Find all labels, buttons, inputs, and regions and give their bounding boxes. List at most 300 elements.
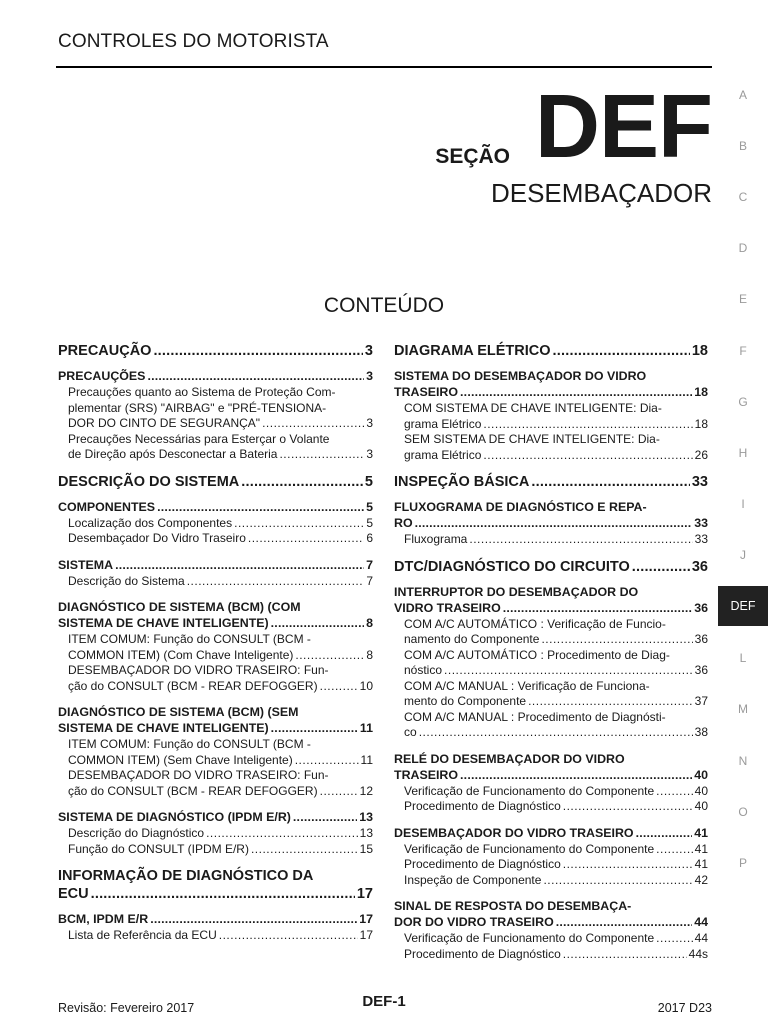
toc-section-heading <box>58 911 373 927</box>
toc-item-line[interactable] <box>404 947 708 963</box>
dot-leader <box>279 447 364 463</box>
dot-leader <box>115 557 364 573</box>
dot-leader <box>444 663 693 679</box>
toc-entry-text: TRASEIRO <box>394 767 459 782</box>
toc-chapter-heading <box>58 867 373 903</box>
toc-page-number: 40 <box>694 767 708 782</box>
dot-leader <box>483 417 692 433</box>
toc-item <box>58 648 373 664</box>
toc-entry-text: Função do CONSULT (IPDM E/R) <box>68 841 249 856</box>
toc-entry-text: Verificação de Funcionamento do Componente <box>404 841 655 856</box>
toc-item <box>394 617 708 633</box>
toc-page-number: 42 <box>694 872 708 887</box>
toc-heading-line[interactable] <box>394 368 708 384</box>
toc-heading-line[interactable] <box>394 558 708 576</box>
toc-item-line[interactable] <box>404 617 708 633</box>
dot-leader <box>656 784 692 800</box>
toc-entry-text: Lista de Referência da ECU <box>68 928 217 942</box>
toc-item <box>58 447 373 463</box>
toc-item <box>394 725 708 741</box>
toc-section-heading <box>58 499 373 515</box>
toc-item-line[interactable] <box>404 532 708 548</box>
toc-entry-text: namento do Componente <box>404 632 540 646</box>
toc-heading-line[interactable] <box>58 704 373 720</box>
section-tab-p[interactable]: P <box>738 856 747 870</box>
toc-entry-text: Inspeção de Componente <box>404 872 542 887</box>
toc-item-line[interactable] <box>68 416 373 432</box>
toc-page-number: 33 <box>691 474 708 490</box>
toc-item-line[interactable] <box>404 632 708 648</box>
toc-page-number: 18 <box>694 416 708 431</box>
toc-item <box>394 632 708 648</box>
toc-page-number: 33 <box>694 516 708 530</box>
toc-section-heading <box>394 898 708 930</box>
toc-item-line[interactable] <box>404 725 708 741</box>
dot-leader <box>234 516 364 532</box>
toc-heading-line[interactable] <box>58 342 373 360</box>
toc-entry-text: ITEM COMUM: Função do CONSULT (BCM - <box>68 632 311 646</box>
toc-page-number: 36 <box>694 663 708 677</box>
toc-item-line[interactable] <box>68 401 373 417</box>
toc-section <box>58 809 373 857</box>
toc-entry-text: DESEMBAÇADOR DO VIDRO TRASEIRO <box>394 825 634 840</box>
dot-leader <box>295 753 359 769</box>
toc-entry-text: RO <box>394 516 413 530</box>
toc-heading-line[interactable] <box>394 384 708 400</box>
toc-entry-text: Verificação de Funcionamento do Componente <box>404 783 655 798</box>
dot-leader <box>460 767 692 783</box>
toc-chapter <box>58 473 373 491</box>
toc-item-line[interactable] <box>404 401 708 417</box>
dot-leader <box>460 384 692 400</box>
section-tab-b[interactable]: B <box>738 139 747 153</box>
toc-item <box>58 416 373 432</box>
dot-leader <box>150 911 357 927</box>
toc-item-line[interactable] <box>404 784 708 800</box>
section-tab-i[interactable]: I <box>741 497 745 511</box>
toc-entry-text: PRECAUÇÃO <box>58 343 152 359</box>
toc-heading-line[interactable] <box>394 898 708 914</box>
toc-item-line[interactable] <box>68 753 373 769</box>
toc-item-line[interactable] <box>68 842 373 858</box>
toc-page-number: 17 <box>356 886 373 902</box>
dot-leader <box>206 826 358 842</box>
toc-item-line[interactable] <box>404 679 708 695</box>
toc-page-number: 36 <box>694 600 708 615</box>
toc-page-number: 11 <box>359 721 373 735</box>
section-tab-f[interactable]: F <box>739 344 747 358</box>
toc-page-number: 40 <box>694 783 708 798</box>
toc-page-number: 5 <box>366 499 373 514</box>
toc-heading-line[interactable] <box>394 342 708 360</box>
section-code: DEF <box>535 77 712 177</box>
toc-item <box>58 632 373 648</box>
dot-leader <box>503 600 692 616</box>
toc-item-line[interactable] <box>68 432 373 448</box>
toc-item <box>58 768 373 784</box>
toc-item <box>58 432 373 448</box>
model-code: 2017 D23 <box>657 1001 712 1015</box>
dot-leader <box>419 725 693 741</box>
toc-heading-line[interactable] <box>58 867 373 885</box>
toc-entry-text: mento do Componente <box>404 694 527 708</box>
toc-entry-text: grama Elétrico <box>404 447 482 462</box>
toc-item-line[interactable] <box>68 531 373 547</box>
toc-section-heading <box>58 557 373 573</box>
toc-entry-text: VIDRO TRASEIRO <box>394 600 501 615</box>
toc-heading-line[interactable] <box>394 914 708 930</box>
toc-entry-text: COM A/C AUTOMÁTICO : Procedimento de Diag- <box>404 647 670 662</box>
toc-item-line[interactable] <box>404 663 708 679</box>
toc-entry-text: ção do CONSULT (BCM - REAR DEFOGGER) <box>68 678 318 693</box>
toc-page-number: 3 <box>366 416 373 430</box>
toc-entry-text: Desembaçador Do Vidro Traseiro <box>68 531 246 545</box>
toc-heading-line[interactable] <box>394 825 708 841</box>
toc-entry-text: Precauções quanto ao Sistema de Proteção Com- <box>68 385 336 399</box>
toc-chapter-heading <box>394 473 708 491</box>
toc-item-line[interactable] <box>68 385 373 401</box>
toc-entry-text: Procedimento de Diagnóstico <box>404 946 561 961</box>
toc-entry-text: ção do CONSULT (BCM - REAR DEFOGGER) <box>68 783 318 798</box>
toc-page-number: 44s <box>688 946 708 961</box>
toc-entry-text: Localização dos Componentes <box>68 515 233 530</box>
toc-page-number: 8 <box>366 647 373 662</box>
toc-item-line[interactable] <box>68 574 373 590</box>
toc-page-number: 44 <box>694 931 708 945</box>
dot-leader <box>262 416 364 432</box>
toc-item-line[interactable] <box>404 799 708 815</box>
toc-section-heading <box>394 499 708 531</box>
dot-leader <box>632 558 690 576</box>
toc-entry-text: DOR DO CINTO DE SEGURANÇA" <box>68 416 261 430</box>
toc-item <box>394 532 708 548</box>
toc-section <box>58 368 373 463</box>
toc-item-line[interactable] <box>404 432 708 448</box>
toc-chapter <box>58 867 373 903</box>
toc-entry-text: SINAL DE RESPOSTA DO DESEMBAÇA- <box>394 899 632 913</box>
toc-item-line[interactable] <box>68 648 373 664</box>
toc-heading-line[interactable] <box>394 600 708 616</box>
toc-item-line[interactable] <box>68 737 373 753</box>
toc-chapter-heading <box>58 342 373 360</box>
toc-entry-text: DESEMBAÇADOR DO VIDRO TRASEIRO: Fun- <box>68 663 329 677</box>
toc-item-line[interactable] <box>404 448 708 464</box>
toc-chapter <box>394 473 708 491</box>
toc-chapter-heading <box>394 342 708 360</box>
header-divider <box>56 66 712 68</box>
toc-item <box>394 931 708 947</box>
dot-leader <box>248 531 364 547</box>
toc-section <box>58 499 373 547</box>
dot-leader <box>563 799 693 815</box>
toc-page-number: 18 <box>691 343 708 359</box>
dot-leader <box>636 825 693 841</box>
dot-leader <box>295 648 364 664</box>
toc-page-number: 3 <box>366 369 373 383</box>
section-name: DESEMBAÇADOR <box>490 178 712 208</box>
toc-section <box>394 584 708 741</box>
dot-leader <box>271 615 364 631</box>
dot-leader <box>293 809 357 825</box>
dot-leader <box>563 947 687 963</box>
toc-item-line[interactable] <box>404 710 708 726</box>
toc-item <box>394 432 708 448</box>
toc-item <box>394 679 708 695</box>
toc-item-line[interactable] <box>68 632 373 648</box>
dot-leader <box>556 914 692 930</box>
dot-leader <box>469 532 692 548</box>
toc-page-number: 3 <box>364 343 373 359</box>
toc-item-line[interactable] <box>68 928 373 944</box>
toc-heading-line[interactable] <box>58 615 373 631</box>
section-tab-c[interactable]: C <box>738 190 748 204</box>
toc-section <box>394 499 708 548</box>
toc-section-heading <box>394 368 708 400</box>
toc-entry-text: COM SISTEMA DE CHAVE INTELIGENTE: Dia- <box>404 401 662 415</box>
toc-chapter-heading <box>58 473 373 491</box>
section-tab-a[interactable]: A <box>738 88 747 102</box>
toc-entry-text: Descrição do Diagnóstico <box>68 826 205 840</box>
toc-page-number: 41 <box>694 841 708 856</box>
toc-chapter <box>394 558 708 576</box>
toc-item-line[interactable] <box>68 679 373 695</box>
toc-section-heading <box>394 751 708 783</box>
dot-leader <box>153 342 362 360</box>
section-tab-e[interactable]: E <box>738 292 747 306</box>
toc-entry-text: RELÉ DO DESEMBAÇADOR DO VIDRO <box>394 751 625 766</box>
toc-heading-line[interactable] <box>394 767 708 783</box>
toc-item <box>58 663 373 679</box>
toc-section <box>58 911 373 944</box>
toc-item-line[interactable] <box>68 826 373 842</box>
toc-section <box>394 825 708 889</box>
toc-page-number: 17 <box>359 912 373 926</box>
toc-section <box>58 557 373 590</box>
section-tab-l[interactable]: L <box>739 651 747 665</box>
toc-item-line[interactable] <box>404 648 708 664</box>
toc-entry-text: SISTEMA DE DIAGNÓSTICO (IPDM E/R) <box>58 810 291 824</box>
section-tab-m[interactable]: M <box>738 702 748 716</box>
dot-leader <box>656 931 692 947</box>
toc-item <box>394 663 708 679</box>
toc-entry-text: Descrição do Sistema <box>68 573 185 588</box>
dot-leader <box>656 842 692 858</box>
dot-leader <box>147 368 364 384</box>
toc-page-number: 8 <box>366 616 373 630</box>
toc-entry-text: DOR DO VIDRO TRASEIRO <box>394 915 554 929</box>
toc-entry-text: DTC/DIAGNÓSTICO DO CIRCUITO <box>394 558 630 575</box>
toc-item <box>58 401 373 417</box>
toc-entry-text: Procedimento de Diagnóstico <box>404 799 561 813</box>
toc-item-line[interactable] <box>404 694 708 710</box>
toc-entry-text: COM A/C AUTOMÁTICO : Verificação de Funcio- <box>404 616 666 631</box>
toc-item <box>394 401 708 417</box>
toc-item <box>58 679 373 695</box>
toc-heading-line[interactable] <box>394 515 708 531</box>
toc-page-number: 44 <box>694 915 708 929</box>
toc-section <box>394 368 708 463</box>
toc-item-line[interactable] <box>68 784 373 800</box>
toc-item <box>394 784 708 800</box>
section-tab-d[interactable]: D <box>738 241 748 255</box>
toc-entry-text: COMMON ITEM) (Com Chave Inteligente) <box>68 647 294 662</box>
toc-item-line[interactable] <box>404 842 708 858</box>
dot-leader <box>241 473 363 491</box>
toc-item <box>58 516 373 532</box>
contents-heading: CONTEÚDO <box>323 294 445 317</box>
toc-entry-text: ITEM COMUM: Função do CONSULT (BCM - <box>68 737 311 751</box>
dot-leader <box>415 515 693 531</box>
toc-item-line[interactable] <box>404 417 708 433</box>
toc-entry-text: DIAGRAMA ELÉTRICO <box>394 343 551 359</box>
section-tab-h[interactable]: H <box>738 446 748 460</box>
section-tab-n[interactable]: N <box>738 754 748 768</box>
toc-page-number: 12 <box>359 783 373 798</box>
toc-item <box>58 737 373 753</box>
toc-entry-text: Fluxograma <box>404 532 468 546</box>
toc-entry-text: SISTEMA DE CHAVE INTELIGENTE) <box>58 721 269 735</box>
toc-item <box>58 826 373 842</box>
toc-entry-text: COM A/C MANUAL : Verificação de Funciona- <box>404 678 650 693</box>
toc-entry-text: SISTEMA DO DESEMBAÇADOR DO VIDRO <box>394 369 647 383</box>
toc-item <box>58 842 373 858</box>
toc-entry-text: BCM, IPDM E/R <box>58 912 149 926</box>
toc-page-number: 18 <box>694 385 708 399</box>
toc-page-number: 13 <box>359 826 373 840</box>
toc-heading-line[interactable] <box>394 751 708 767</box>
toc-entry-text: INFORMAÇÃO DE DIAGNÓSTICO DA <box>58 868 314 884</box>
toc-page-number: 36 <box>691 558 708 575</box>
toc-heading-line[interactable] <box>58 499 373 515</box>
dot-leader <box>543 873 692 889</box>
toc-item-line[interactable] <box>404 873 708 889</box>
toc-entry-text: plementar (SRS) "AIRBAG" e "PRÉ-TENSIONA- <box>68 400 327 415</box>
dot-leader <box>271 720 358 736</box>
toc-page-number: 37 <box>694 694 708 708</box>
toc-heading-line[interactable] <box>58 720 373 736</box>
toc-item <box>58 385 373 401</box>
toc-section <box>394 898 708 962</box>
toc-item-line[interactable] <box>404 857 708 873</box>
toc-heading-line[interactable] <box>58 911 373 927</box>
toc-left-column <box>58 342 373 954</box>
toc-entry-text: INTERRUPTOR DO DESEMBAÇADOR DO <box>394 584 639 599</box>
toc-item <box>394 947 708 963</box>
section-tab-j[interactable]: J <box>740 548 746 562</box>
toc-page-number: 40 <box>694 799 708 813</box>
toc-heading-line[interactable] <box>58 557 373 573</box>
toc-item <box>394 710 708 726</box>
toc-entry-text: FLUXOGRAMA DE DIAGNÓSTICO E REPA- <box>394 500 647 514</box>
toc-page-number: 7 <box>366 557 373 572</box>
toc-item <box>394 857 708 873</box>
dot-leader <box>320 679 358 695</box>
toc-heading-line[interactable] <box>394 584 708 600</box>
toc-page-number: 15 <box>359 841 373 856</box>
toc-section <box>58 704 373 799</box>
toc-entry-text: Verificação de Funcionamento do Componente <box>404 931 655 945</box>
toc-section-heading <box>394 825 708 841</box>
toc-section <box>394 751 708 815</box>
toc-entry-text: COMPONENTES <box>58 499 156 514</box>
dot-leader <box>553 342 690 360</box>
toc-item-line[interactable] <box>68 663 373 679</box>
section-tab-def[interactable]: DEF <box>718 586 768 626</box>
toc-item-line[interactable] <box>68 516 373 532</box>
dot-leader <box>157 499 364 515</box>
toc-chapter-heading <box>394 558 708 576</box>
toc-entry-text: DIAGNÓSTICO DE SISTEMA (BCM) (SEM <box>58 705 299 719</box>
toc-item-line[interactable] <box>68 768 373 784</box>
toc-heading-line[interactable] <box>58 368 373 384</box>
toc-section <box>58 599 373 694</box>
section-tab-index <box>718 0 768 1024</box>
toc-page-number: 36 <box>694 632 708 646</box>
toc-entry-text: SEM SISTEMA DE CHAVE INTELIGENTE: Dia- <box>404 432 660 446</box>
toc-page-number: 3 <box>366 447 373 461</box>
toc-item <box>394 873 708 889</box>
toc-entry-text: de Direção após Desconectar a Bateria <box>68 447 278 461</box>
toc-entry-text: DESCRIÇÃO DO SISTEMA <box>58 473 240 490</box>
toc-entry-text: grama Elétrico <box>404 416 482 431</box>
toc-item-line[interactable] <box>68 447 373 463</box>
dot-leader <box>528 694 693 710</box>
toc-heading-line[interactable] <box>394 499 708 515</box>
toc-heading-line[interactable] <box>394 473 708 491</box>
toc-heading-line[interactable] <box>58 809 373 825</box>
toc-page-number: 6 <box>366 531 373 545</box>
toc-item <box>58 784 373 800</box>
toc-section-heading <box>58 704 373 736</box>
toc-section-heading <box>394 584 708 616</box>
toc-entry-text: DIAGNÓSTICO DE SISTEMA (BCM) (COM <box>58 600 301 614</box>
toc-entry-text: Precauções Necessárias para Esterçar o Volante <box>68 431 330 446</box>
toc-entry-text: COM A/C MANUAL : Procedimento de Diagnósti- <box>404 709 666 724</box>
dot-leader <box>91 885 355 903</box>
toc-item <box>394 799 708 815</box>
toc-entry-text: PRECAUÇÕES <box>58 369 146 383</box>
toc-section-heading <box>58 599 373 631</box>
toc-page-number: 26 <box>694 447 708 462</box>
dot-leader <box>320 784 358 800</box>
toc-page-number: 41 <box>694 825 708 840</box>
toc-page-number: 41 <box>694 857 708 871</box>
toc-page-number: 17 <box>359 928 373 942</box>
toc-entry-text: SISTEMA <box>58 557 114 572</box>
toc-page-number: 11 <box>360 752 373 767</box>
toc-section-heading <box>58 809 373 825</box>
toc-item-line[interactable] <box>404 931 708 947</box>
toc-item <box>394 448 708 464</box>
toc-heading-line[interactable] <box>58 885 373 903</box>
dot-leader <box>187 574 365 590</box>
toc-item <box>58 928 373 944</box>
toc-page-number: 33 <box>694 532 708 546</box>
toc-item <box>58 574 373 590</box>
toc-entry-text: INSPEÇÃO BÁSICA <box>394 474 530 490</box>
toc-page-number: 7 <box>366 573 373 588</box>
toc-page-number: 10 <box>359 678 373 693</box>
toc-page-number: 38 <box>694 725 708 739</box>
toc-chapter <box>394 342 708 360</box>
section-tab-o[interactable]: O <box>738 805 748 819</box>
toc-heading-line[interactable] <box>58 599 373 615</box>
section-tab-g[interactable]: G <box>738 395 748 409</box>
dot-leader <box>219 928 358 944</box>
toc-heading-line[interactable] <box>58 473 373 491</box>
dot-leader <box>541 632 692 648</box>
toc-entry-text: nóstico <box>404 663 443 677</box>
